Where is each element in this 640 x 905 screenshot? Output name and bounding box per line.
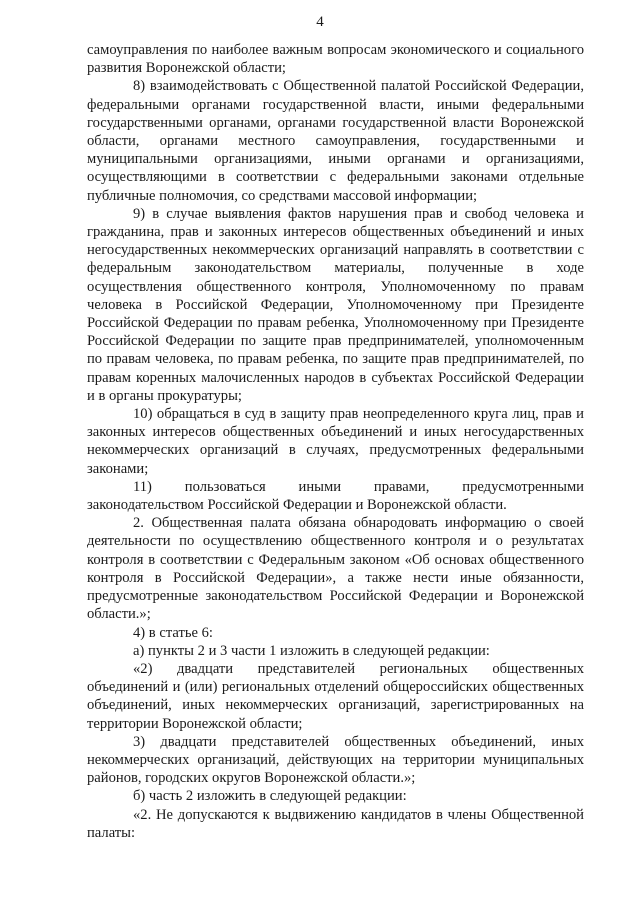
paragraph: «2) двадцати представителей региональных общественных объединений и (или) региональных отделений общероссийских общественных объединений, иных некоммерческих организаций, зарегистрированных на территории Воронежской области; — [87, 660, 584, 732]
paragraph: 2. Общественная палата обязана обнародовать информацию о своей деятельности по осуществлению общественного контроля и о результатах контроля в соответствии с Федеральным законом «Об основах общественного контроля в Российской Федерации», а также нести иные обязанности, предусмотренные законодательством Российской Федерации и Воронежской области.»; — [87, 515, 584, 623]
paragraph: 11) пользоваться иными правами, предусмотренными законодательством Российской Федерации и Воронежской области. — [87, 478, 584, 514]
paragraph: б) часть 2 изложить в следующей редакции: — [133, 788, 407, 805]
paragraph: «2. Не допускаются к выдвижению кандидатов в члены Общественной палаты: — [87, 806, 584, 841]
page-number: 4 — [316, 14, 324, 30]
paragraph: 4) в статье 6: — [133, 624, 213, 641]
paragraph: 10) обращаться в суд в защиту прав неопределенного круга лиц, прав и законных интересов общественных объединений и иных негосударственных некоммерческих организаций в случаях, предусмотренных федеральными законами; — [87, 406, 584, 477]
paragraph: 3) двадцати представителей общественных объединений, иных некоммерческих организаций, действующих на территории муниципальных районов, городских округов Воронежской области.»; — [87, 733, 584, 787]
paragraph: 9) в случае выявления фактов нарушения прав и свобод человека и гражданина, прав и законных интересов общественных объединений и иных негосударственных некоммерческих организаций направлять в соответствии с федеральным законодательством материалы, полученные в ходе осуществления общественного контроля, Уполномоченному по правам человека в Российской Федерации, Уполномоченному при Президенте Российской Федерации по правам ребенка, Уполномоченному при Президенте Российской Федерации по защите прав предпринимателей, уполномоченным по правам человека, по правам ребенка, по защите прав предпринимателей, по правам коренных малочисленных народов в субъектах Российской Федерации и в органы прокуратуры; — [87, 205, 584, 404]
document-body — [87, 41, 584, 842]
paragraph: самоуправления по наиболее важным вопросам экономического и социального развития Воронежской области; — [87, 42, 584, 77]
paragraph: 8) взаимодействовать с Общественной палатой Российской Федерации, федеральными органами государственной власти, иными федеральными государственными органами, органами государственной власти Воронежской области, органами местного самоуправления, государственными и муниципальными организациями, иными органами и организациями, осуществляющими в соответствии с федеральными законами отдельные публичные полномочия, со средствами массовой информации; — [87, 78, 584, 204]
paragraph: а) пункты 2 и 3 части 1 изложить в следующей редакции: — [133, 642, 490, 659]
